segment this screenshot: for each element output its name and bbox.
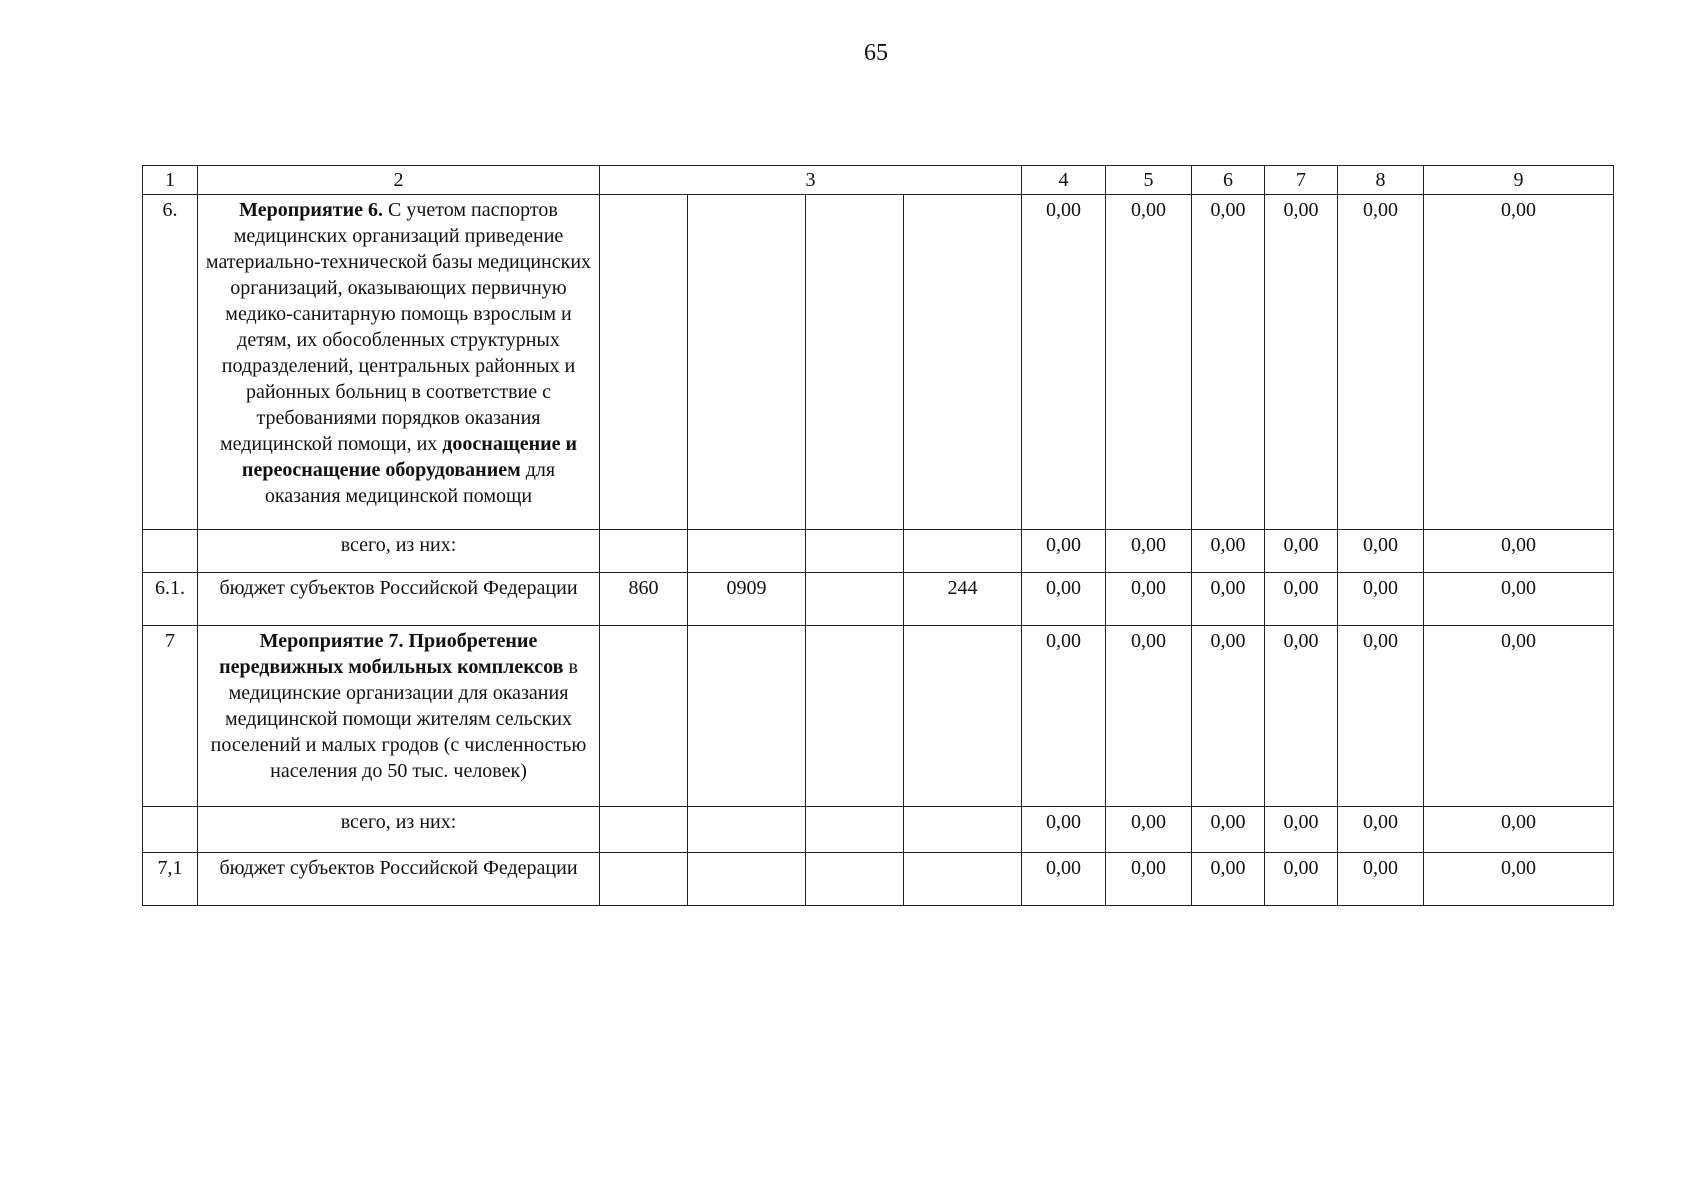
header-col-9: 9 (1424, 166, 1614, 195)
code-cell: 860 (600, 573, 688, 626)
value-cell: 0,00 (1022, 573, 1106, 626)
row-description: всего, из них: (198, 807, 600, 853)
table-row (143, 626, 1614, 807)
value-cell: 0,00 (1192, 530, 1265, 573)
code-cell (600, 807, 688, 853)
value-cell: 0,00 (1106, 573, 1192, 626)
value-cell: 0,00 (1265, 626, 1338, 807)
code-cell (806, 807, 904, 853)
row-number: 7,1 (143, 853, 198, 906)
value-cell: 0,00 (1424, 626, 1614, 807)
value-cell: 0,00 (1106, 530, 1192, 573)
header-col-3: 3 (600, 166, 1022, 195)
value-cell: 0,00 (1022, 530, 1106, 573)
value-cell: 0,00 (1265, 195, 1338, 530)
value-cell: 0,00 (1192, 626, 1265, 807)
header-row (143, 166, 1614, 195)
page-number: 65 (864, 40, 888, 66)
value-cell: 0,00 (1265, 573, 1338, 626)
table-row (143, 573, 1614, 626)
row-number (143, 807, 198, 853)
value-cell: 0,00 (1265, 530, 1338, 573)
row-description (198, 195, 600, 530)
code-cell: 0909 (688, 573, 806, 626)
value-cell: 0,00 (1338, 573, 1424, 626)
table-row (143, 195, 1614, 530)
value-cell: 0,00 (1192, 195, 1265, 530)
row-number: 6. (143, 195, 198, 530)
row-number: 6.1. (143, 573, 198, 626)
table-row (143, 807, 1614, 853)
desc-part: в медицинские организации для оказания медицинской помощи жителям сельских поселений и малых гродов (с численностью населения до 50 тыс. человек) (210, 656, 587, 782)
value-cell: 0,00 (1424, 530, 1614, 573)
value-cell: 0,00 (1192, 807, 1265, 853)
code-cell (806, 573, 904, 626)
value-cell: 0,00 (1192, 853, 1265, 906)
code-cell (688, 626, 806, 807)
header-col-4: 4 (1022, 166, 1106, 195)
header-col-8: 8 (1338, 166, 1424, 195)
code-cell (806, 195, 904, 530)
value-cell: 0,00 (1192, 573, 1265, 626)
code-cell: 244 (904, 573, 1022, 626)
code-cell (806, 853, 904, 906)
value-cell: 0,00 (1338, 853, 1424, 906)
header-col-1: 1 (143, 166, 198, 195)
table-row (143, 530, 1614, 573)
value-cell: 0,00 (1424, 807, 1614, 853)
code-cell (688, 195, 806, 530)
value-cell: 0,00 (1106, 853, 1192, 906)
value-cell: 0,00 (1338, 807, 1424, 853)
value-cell: 0,00 (1424, 853, 1614, 906)
row-description: бюджет субъектов Российской Федерации (198, 573, 600, 626)
desc-part: Мероприятие 6. (239, 199, 383, 221)
header-col-7: 7 (1265, 166, 1338, 195)
desc-part: дооснащение и переоснащение оборудованием (241, 433, 578, 481)
row-description: всего, из них: (198, 530, 600, 573)
code-cell (688, 530, 806, 573)
budget-table (142, 165, 1614, 906)
table-row (143, 853, 1614, 906)
code-cell (688, 807, 806, 853)
header-col-2: 2 (198, 166, 600, 195)
value-cell: 0,00 (1106, 807, 1192, 853)
desc-part: Мероприятие 7. Приобретение передвижных мобильных комплексов (219, 630, 564, 678)
value-cell: 0,00 (1106, 195, 1192, 530)
code-cell (600, 195, 688, 530)
value-cell: 0,00 (1106, 626, 1192, 807)
value-cell: 0,00 (1265, 853, 1338, 906)
value-cell: 0,00 (1022, 807, 1106, 853)
value-cell: 0,00 (1022, 626, 1106, 807)
value-cell: 0,00 (1424, 195, 1614, 530)
code-cell (688, 853, 806, 906)
code-cell (806, 530, 904, 573)
code-cell (904, 853, 1022, 906)
code-cell (904, 626, 1022, 807)
code-cell (904, 807, 1022, 853)
code-cell (904, 530, 1022, 573)
row-number (143, 530, 198, 573)
value-cell: 0,00 (1338, 530, 1424, 573)
code-cell (600, 853, 688, 906)
row-number: 7 (143, 626, 198, 807)
value-cell: 0,00 (1265, 807, 1338, 853)
value-cell: 0,00 (1338, 626, 1424, 807)
row-description: бюджет субъектов Российской Федерации (198, 853, 600, 906)
code-cell (806, 626, 904, 807)
header-col-6: 6 (1192, 166, 1265, 195)
desc-part: С учетом паспортов медицинских организаций приведение материально-технической базы медицинских организаций, оказывающих первичную медико-санитарную помощь взрослым и детям, их обособленных структурных подразделений, центральных районных и районных больниц в соответствие с требованиями порядков оказания медицинской помощи, их (205, 199, 592, 455)
header-col-5: 5 (1106, 166, 1192, 195)
desc-part: для оказания медицинской помощи (264, 459, 556, 507)
code-cell (600, 626, 688, 807)
code-cell (904, 195, 1022, 530)
value-cell: 0,00 (1338, 195, 1424, 530)
value-cell: 0,00 (1022, 195, 1106, 530)
row-description (198, 626, 600, 807)
value-cell: 0,00 (1022, 853, 1106, 906)
code-cell (600, 530, 688, 573)
value-cell: 0,00 (1424, 573, 1614, 626)
